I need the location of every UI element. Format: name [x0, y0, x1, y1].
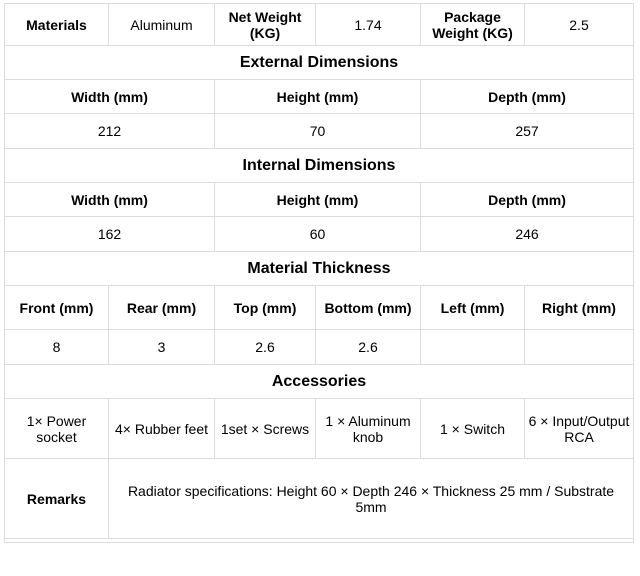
thickness-front-label: Front (mm) — [5, 286, 109, 330]
external-depth-value: 257 — [421, 114, 634, 149]
thickness-top-label: Top (mm) — [215, 286, 316, 330]
external-dimensions-title: External Dimensions — [5, 46, 634, 80]
material-thickness-title: Material Thickness — [5, 252, 634, 286]
accessory-rubber-feet: 4× Rubber feet — [109, 399, 215, 459]
thickness-front-value: 8 — [5, 330, 109, 365]
internal-value-row — [5, 217, 634, 252]
internal-width-value: 162 — [5, 217, 215, 252]
internal-depth-label: Depth (mm) — [421, 183, 634, 217]
accessories-row — [5, 399, 634, 459]
external-height-value: 70 — [215, 114, 421, 149]
thickness-right-label: Right (mm) — [525, 286, 634, 330]
accessory-rca: 6 × Input/Output RCA — [525, 399, 634, 459]
internal-dimensions-title: Internal Dimensions — [5, 149, 634, 183]
external-header-row — [5, 80, 634, 114]
remarks-text: Radiator specifications: Height 60 × Depth 246 × Thickness 25 mm / Substrate 5mm — [109, 459, 634, 539]
internal-width-label: Width (mm) — [5, 183, 215, 217]
spec-table — [4, 3, 634, 543]
materials-row — [5, 4, 634, 46]
remarks-label: Remarks — [5, 459, 109, 539]
package-weight-label: Package Weight (KG) — [421, 4, 525, 46]
accessory-aluminum-knob: 1 × Aluminum knob — [316, 399, 421, 459]
material-thickness-title-row — [5, 252, 634, 286]
external-height-label: Height (mm) — [215, 80, 421, 114]
net-weight-label: Net Weight (KG) — [215, 4, 316, 46]
internal-header-row — [5, 183, 634, 217]
internal-dimensions-title-row — [5, 149, 634, 183]
materials-label: Materials — [5, 4, 109, 46]
thickness-right-value — [525, 330, 634, 365]
external-width-label: Width (mm) — [5, 80, 215, 114]
internal-height-label: Height (mm) — [215, 183, 421, 217]
thickness-value-row — [5, 330, 634, 365]
thickness-header-row — [5, 286, 634, 330]
thickness-bottom-value: 2.6 — [316, 330, 421, 365]
internal-depth-value: 246 — [421, 217, 634, 252]
accessories-title-row — [5, 365, 634, 399]
materials-value: Aluminum — [109, 4, 215, 46]
thickness-rear-label: Rear (mm) — [109, 286, 215, 330]
accessories-title: Accessories — [5, 365, 634, 399]
accessory-switch: 1 × Switch — [421, 399, 525, 459]
thickness-left-label: Left (mm) — [421, 286, 525, 330]
external-width-value: 212 — [5, 114, 215, 149]
accessory-power-socket: 1× Power socket — [5, 399, 109, 459]
net-weight-value: 1.74 — [316, 4, 421, 46]
thickness-top-value: 2.6 — [215, 330, 316, 365]
empty-row — [5, 539, 634, 543]
package-weight-value: 2.5 — [525, 4, 634, 46]
empty-cell — [5, 539, 634, 543]
thickness-rear-value: 3 — [109, 330, 215, 365]
thickness-bottom-label: Bottom (mm) — [316, 286, 421, 330]
external-dimensions-title-row — [5, 46, 634, 80]
accessory-screws: 1set × Screws — [215, 399, 316, 459]
remarks-row — [5, 459, 634, 539]
external-depth-label: Depth (mm) — [421, 80, 634, 114]
external-value-row — [5, 114, 634, 149]
internal-height-value: 60 — [215, 217, 421, 252]
thickness-left-value — [421, 330, 525, 365]
